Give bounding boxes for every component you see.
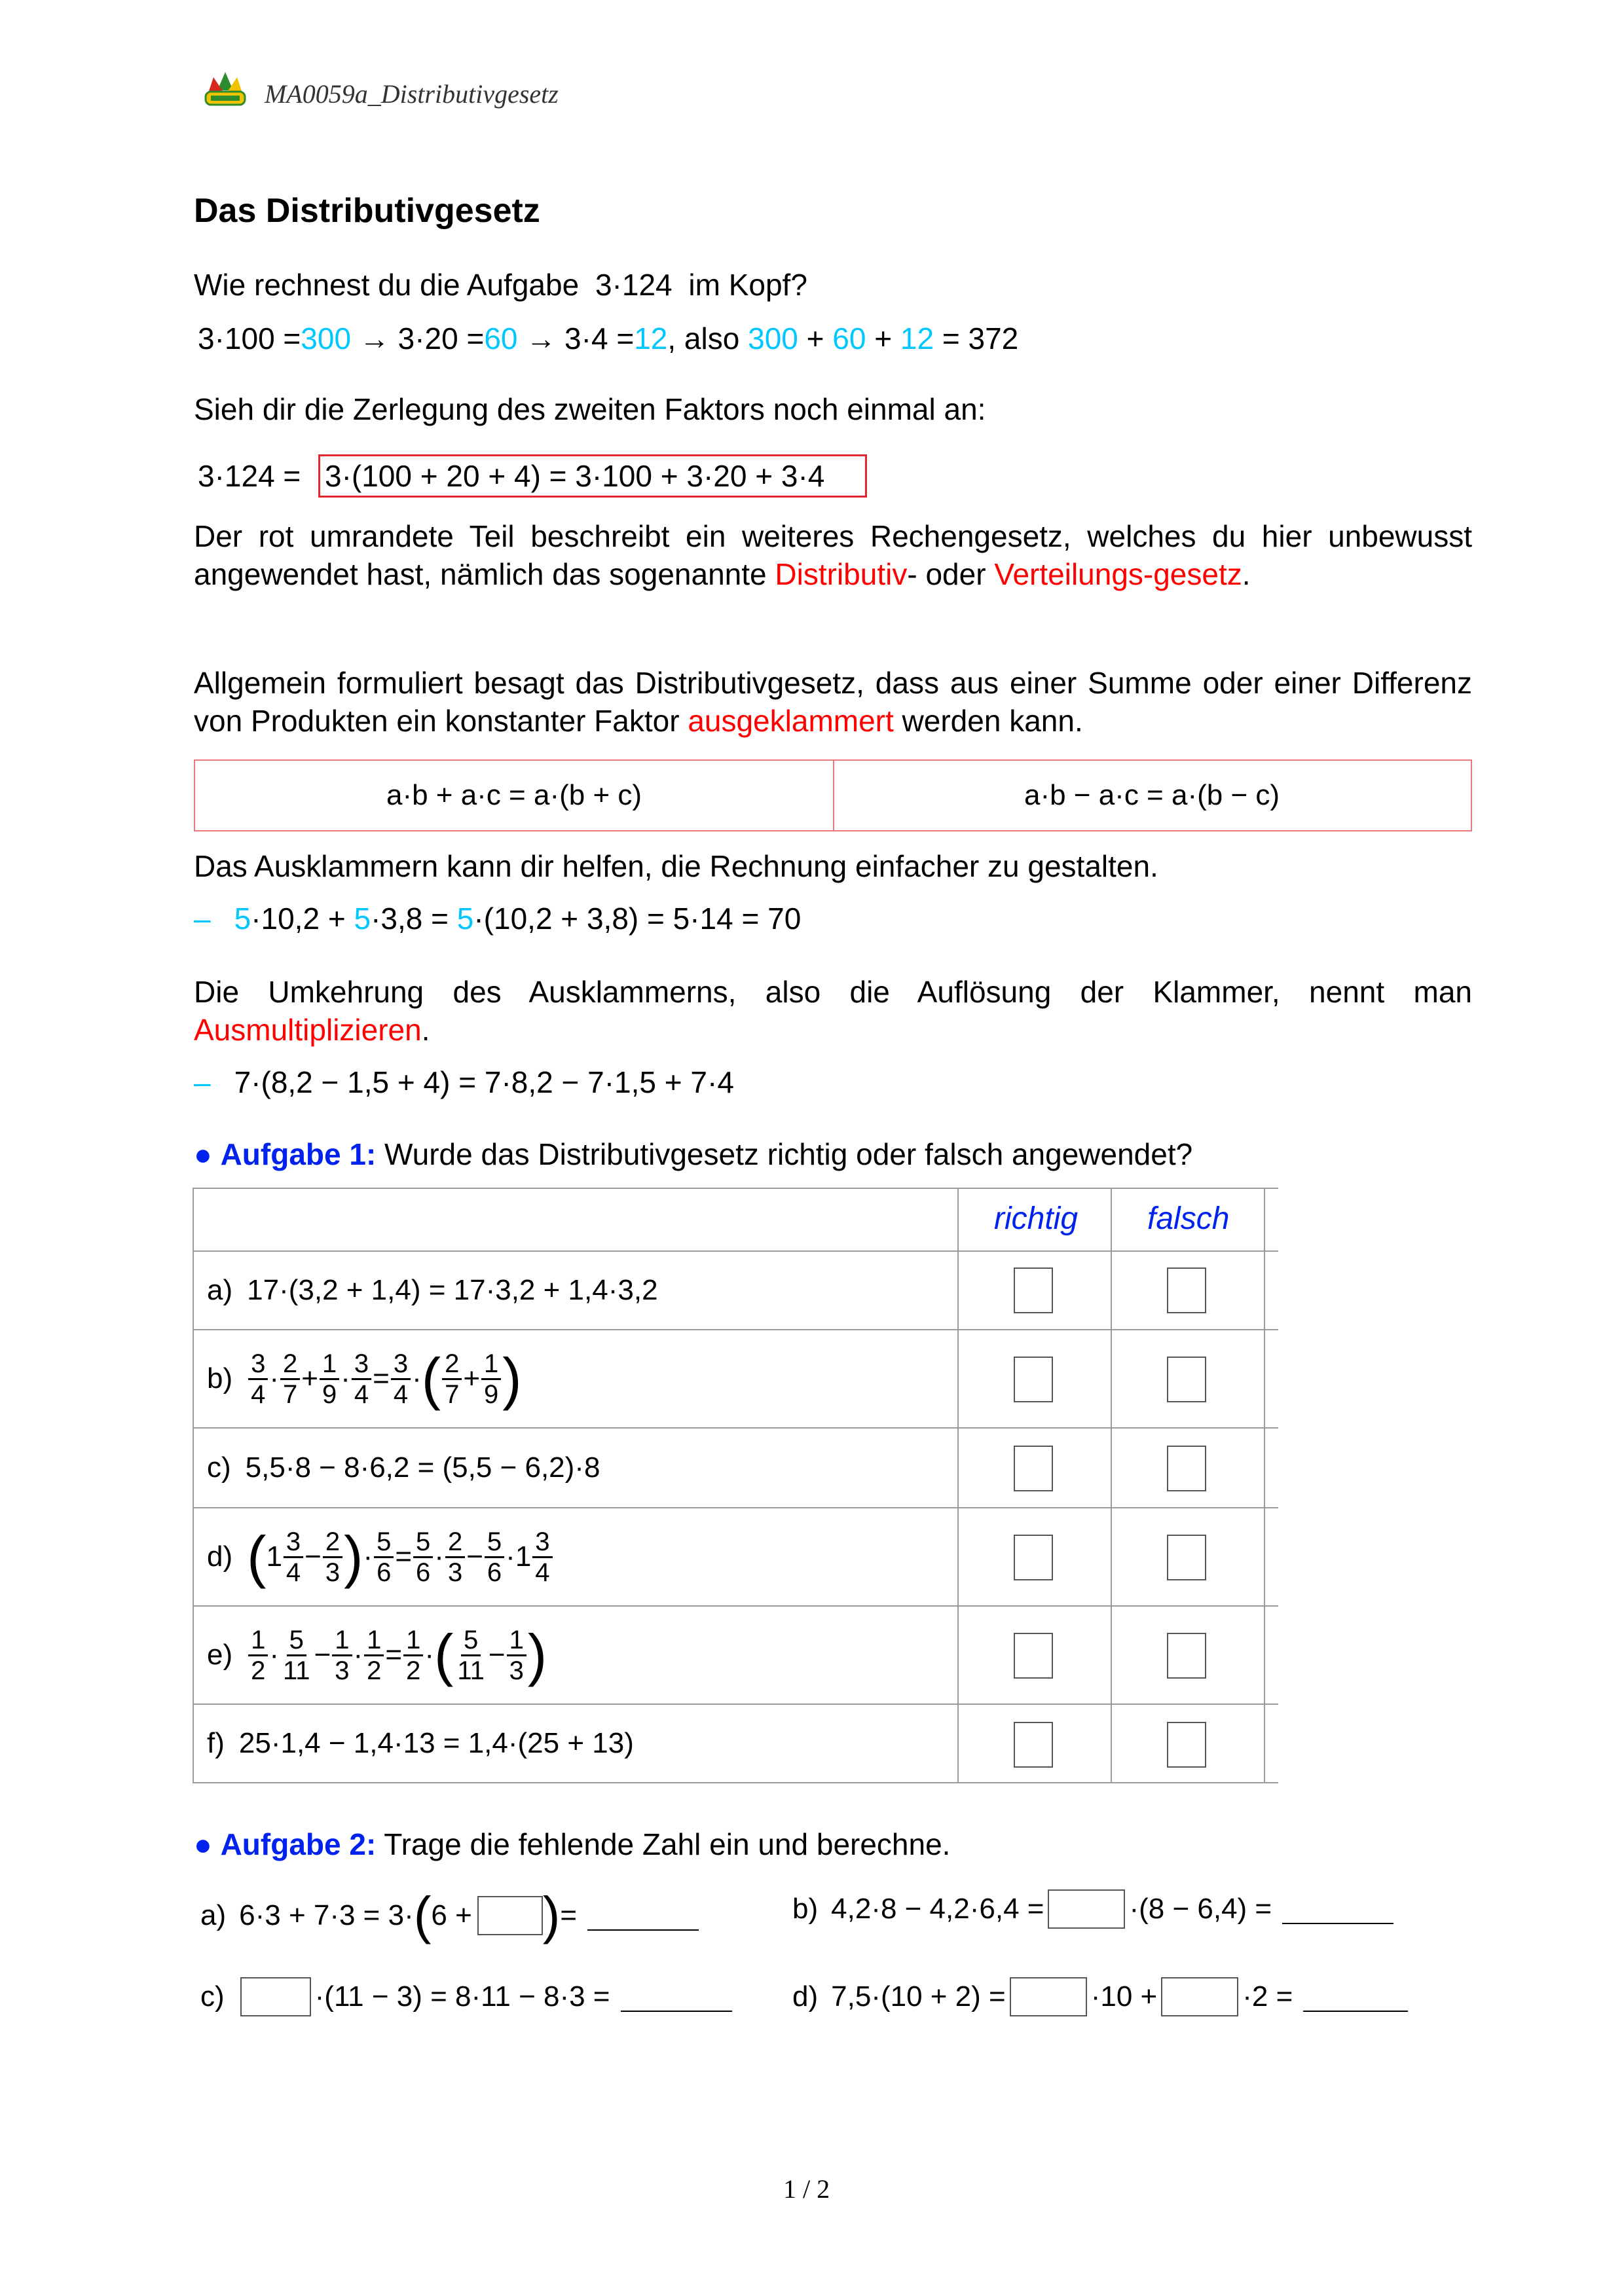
para2-text2: werden kann. xyxy=(893,704,1083,738)
column-richtig: richtig xyxy=(994,1201,1079,1236)
row-e-minus-2: − xyxy=(488,1639,506,1671)
row-b-f5-num: 3 xyxy=(391,1351,411,1380)
formula-table xyxy=(194,759,1472,831)
row-b-richtig-checkbox[interactable] xyxy=(1014,1357,1053,1402)
row-d-f6-num: 5 xyxy=(485,1529,504,1558)
grid-v0 xyxy=(193,1188,194,1783)
task2-text: Trage die fehlende Zahl ein und berechne. xyxy=(384,1827,951,1861)
step-0: 3·100 = xyxy=(198,321,301,355)
task2-b-label: b) xyxy=(792,1893,819,1925)
row-e-f6-num: 5 xyxy=(461,1627,481,1656)
task2-a-lparen: ( xyxy=(413,1886,432,1944)
grid-v3 xyxy=(1264,1188,1265,1783)
row-d-eq: = xyxy=(395,1540,413,1573)
row-d-frac-4 xyxy=(413,1529,433,1586)
row-c-expr: 5,5·8 − 8·6,2 = (5,5 − 6,2)·8 xyxy=(245,1451,600,1484)
step-8: + xyxy=(798,321,833,355)
ausklammern-example xyxy=(194,901,801,936)
decomp-boxed: 3·(100 + 20 + 4) = 3·100 + 3·20 + 3·4 xyxy=(325,459,825,493)
task2-d-label: d) xyxy=(792,1980,819,2013)
task2-a xyxy=(200,1886,699,1944)
row-d-f1-den: 4 xyxy=(286,1558,301,1587)
row-f-expr: 25·1,4 − 1,4·13 = 1,4·(25 + 13) xyxy=(238,1727,634,1759)
row-d-f5-num: 2 xyxy=(445,1529,465,1558)
header-title: MA0059a_Distributivgesetz xyxy=(265,79,559,109)
row-d-f7-den: 4 xyxy=(535,1558,550,1587)
para1-text2: - oder xyxy=(907,557,995,591)
step-7: 300 xyxy=(748,321,798,355)
task2-c-result-line[interactable] xyxy=(621,1982,732,2012)
page-number: 1 / 2 xyxy=(783,2174,830,2204)
row-e-f1-den: 2 xyxy=(251,1656,266,1685)
example-part-6: ·(10,2 + 3,8) = 5·14 = 70 xyxy=(473,902,802,936)
row-e xyxy=(207,1607,547,1704)
page-title: Das Distributivgesetz xyxy=(194,192,540,230)
row-e-frac-5 xyxy=(403,1627,423,1684)
row-e-f2-num: 5 xyxy=(287,1627,306,1656)
row-b-f2-num: 2 xyxy=(280,1351,300,1380)
task1-heading xyxy=(194,1137,1192,1172)
column-falsch: falsch xyxy=(1147,1201,1230,1236)
row-e-lparen: ( xyxy=(434,1622,454,1687)
row-d-dot-3: · xyxy=(506,1540,515,1573)
row-a-richtig-checkbox[interactable] xyxy=(1014,1267,1053,1313)
step-2: → 3·20 = xyxy=(351,321,485,355)
paragraph-allgemein xyxy=(194,664,1472,740)
task2-d-mid: ·10 + xyxy=(1090,1980,1158,2013)
step-9: 60 xyxy=(832,321,866,355)
row-b-f1-den: 4 xyxy=(251,1379,266,1409)
row-b-f4-num: 3 xyxy=(352,1351,371,1380)
row-d-whole-1: 1 xyxy=(266,1540,282,1573)
row-b-label: b) xyxy=(207,1362,233,1394)
task2-b-result-line[interactable] xyxy=(1282,1894,1393,1924)
step-4: → 3·4 = xyxy=(517,321,635,355)
row-b-f7-num: 1 xyxy=(481,1351,501,1380)
task2-c xyxy=(200,1977,732,2016)
task1-bullet-icon: ● xyxy=(194,1137,212,1171)
task2-a-missing-input[interactable] xyxy=(477,1896,543,1935)
row-d-frac-5 xyxy=(445,1529,465,1586)
row-d-f2-num: 2 xyxy=(323,1529,342,1558)
task2-b xyxy=(792,1889,1393,1929)
row-b-eq: = xyxy=(373,1362,390,1394)
row-f-falsch-checkbox[interactable] xyxy=(1167,1722,1206,1768)
task2-d-result-line[interactable] xyxy=(1303,1982,1408,2012)
grid-v1 xyxy=(957,1188,959,1783)
row-d-frac-3 xyxy=(374,1529,394,1586)
row-c-falsch-checkbox[interactable] xyxy=(1167,1446,1206,1491)
step-3: 60 xyxy=(484,321,518,355)
row-d-dot-2: · xyxy=(434,1540,444,1573)
task2-heading xyxy=(194,1827,950,1862)
row-a xyxy=(207,1252,658,1329)
row-e-dot-1: · xyxy=(269,1639,280,1671)
row-b-f6-den: 7 xyxy=(445,1379,460,1409)
row-b-lparen: ( xyxy=(421,1346,441,1411)
row-b-f7-den: 9 xyxy=(484,1379,499,1409)
paragraph-rechengesetz xyxy=(194,517,1472,593)
row-c-label: c) xyxy=(207,1451,231,1484)
example-part-2: ·10,2 + xyxy=(251,902,354,936)
row-b-f5-den: 4 xyxy=(393,1379,409,1409)
task2-a-pre: 6·3 + 7·3 = 3· xyxy=(239,1899,414,1931)
row-e-f3-den: 3 xyxy=(335,1656,350,1685)
row-d-f2-den: 3 xyxy=(325,1558,341,1587)
row-d-lparen: ( xyxy=(247,1524,267,1589)
row-d-whole-2: 1 xyxy=(515,1540,532,1573)
row-b-plus-1: + xyxy=(301,1362,318,1394)
task1-label: Aufgabe 1: xyxy=(220,1137,377,1171)
example-part-4: ·3,8 = xyxy=(371,902,457,936)
step-6: , also xyxy=(667,321,748,355)
row-f-richtig-checkbox[interactable] xyxy=(1014,1722,1053,1768)
row-b-dot-2: · xyxy=(341,1362,350,1394)
row-d-label: d) xyxy=(207,1540,233,1573)
row-d xyxy=(207,1508,554,1605)
row-e-richtig-checkbox[interactable] xyxy=(1014,1633,1053,1679)
para3-text1: Die Umkehrung des Ausklammerns, also die Auflösung der Klammer, nennt man xyxy=(194,975,1472,1009)
para1-text1: Der rot umrandete Teil beschreibt ein weiteres Rechengesetz, welches du hier unbewusst angewendet hast, nämlich das sogenannte xyxy=(194,519,1472,591)
row-c xyxy=(207,1429,600,1507)
task2-a-label: a) xyxy=(200,1899,227,1931)
row-d-minus-1: − xyxy=(304,1540,322,1573)
row-e-frac-3 xyxy=(332,1627,352,1684)
task2-b-pre: 4,2·8 − 4,2·6,4 = xyxy=(831,1893,1044,1925)
example-factor-2: 5 xyxy=(354,902,371,936)
row-d-f3-num: 5 xyxy=(374,1529,394,1558)
row-b-f4-den: 4 xyxy=(354,1379,369,1409)
row-b-frac-7 xyxy=(481,1351,501,1408)
task1-text: Wurde das Distributivgesetz richtig oder falsch angewendet? xyxy=(384,1137,1193,1171)
row-b-frac-1 xyxy=(248,1351,268,1408)
decomp-sentence: Sieh dir die Zerlegung des zweiten Faktors noch einmal an: xyxy=(194,392,986,426)
intro-question xyxy=(194,267,807,302)
row-d-f4-num: 5 xyxy=(413,1529,433,1558)
task2-c-missing-input[interactable] xyxy=(240,1977,311,2016)
row-e-f2-den: 11 xyxy=(283,1656,310,1685)
row-e-frac-2 xyxy=(280,1627,313,1684)
row-d-minus-2: − xyxy=(466,1540,483,1573)
row-e-f5-num: 1 xyxy=(403,1627,423,1656)
row-d-f1-num: 3 xyxy=(284,1529,303,1558)
row-b-frac-4 xyxy=(352,1351,371,1408)
formula-difference: a·b − a·c = a·(b − c) xyxy=(1024,779,1280,811)
step-10: + xyxy=(866,321,900,355)
row-b-f3-num: 1 xyxy=(320,1351,339,1380)
row-b xyxy=(207,1330,522,1427)
grid-h0 xyxy=(193,1188,1278,1189)
row-e-f7-num: 1 xyxy=(507,1627,526,1656)
example-factor-1: 5 xyxy=(234,902,251,936)
row-e-rparen: ) xyxy=(527,1622,547,1687)
row-b-dot-1: · xyxy=(269,1362,280,1394)
task2-d-post: ·2 = xyxy=(1242,1980,1293,2013)
row-e-eq: = xyxy=(385,1639,403,1671)
task2-a-inner: 6 + xyxy=(431,1899,472,1931)
task2-a-result-line[interactable] xyxy=(587,1901,699,1931)
formula-sum: a·b + a·c = a·(b + c) xyxy=(386,779,642,811)
question-post: im Kopf? xyxy=(688,268,807,302)
row-b-frac-3 xyxy=(320,1351,339,1408)
step-12: = 372 xyxy=(934,321,1019,355)
row-b-f6-num: 2 xyxy=(442,1351,462,1380)
task2-d-missing-input-2[interactable] xyxy=(1161,1977,1238,2016)
row-b-falsch-checkbox[interactable] xyxy=(1167,1357,1206,1402)
row-e-minus-1: − xyxy=(314,1639,331,1671)
task2-a-eq: = xyxy=(560,1899,578,1931)
row-e-f3-num: 1 xyxy=(332,1627,352,1656)
row-b-dot-3: · xyxy=(412,1362,422,1394)
para3-text2: . xyxy=(421,1013,430,1047)
para1-distributiv: Distributiv xyxy=(775,557,908,591)
row-d-f4-den: 6 xyxy=(416,1558,431,1587)
row-b-f2-den: 7 xyxy=(283,1379,298,1409)
row-b-rparen: ) xyxy=(502,1346,522,1411)
row-a-falsch-checkbox[interactable] xyxy=(1167,1267,1206,1313)
row-d-rparen: ) xyxy=(344,1524,363,1589)
row-e-frac-6 xyxy=(454,1627,487,1684)
grid-v2 xyxy=(1111,1188,1112,1783)
ausmult-expr: 7·(8,2 − 1,5 + 4) = 7·8,2 − 7·1,5 + 7·4 xyxy=(234,1065,734,1099)
step-1: 300 xyxy=(301,321,352,355)
row-e-f4-num: 1 xyxy=(364,1627,384,1656)
para2-ausgeklammert: ausgeklammert xyxy=(688,704,894,738)
row-e-f1-num: 1 xyxy=(248,1627,268,1656)
row-b-frac-2 xyxy=(280,1351,300,1408)
row-d-f7-num: 3 xyxy=(532,1529,552,1558)
row-d-frac-6 xyxy=(485,1529,504,1586)
ausmult-example xyxy=(194,1065,734,1100)
row-e-dot-2: · xyxy=(353,1639,363,1671)
grid-h7 xyxy=(193,1782,1278,1783)
task2-bullet-icon: ● xyxy=(194,1827,212,1861)
ausklammern-sentence: Das Ausklammern kann dir helfen, die Rechnung einfacher zu gestalten. xyxy=(194,849,1158,883)
row-f xyxy=(207,1705,634,1782)
row-d-dot-1: · xyxy=(363,1540,373,1573)
task2-c-label: c) xyxy=(200,1980,225,2013)
task2-b-missing-input[interactable] xyxy=(1048,1889,1125,1929)
row-e-frac-1 xyxy=(248,1627,268,1684)
row-e-f6-den: 11 xyxy=(457,1656,485,1685)
para1-verteilungsgesetz: Verteilungs-gesetz xyxy=(994,557,1242,591)
row-e-frac-7 xyxy=(507,1627,526,1684)
row-b-plus-2: + xyxy=(463,1362,481,1394)
task2-d-pre: 7,5·(10 + 2) = xyxy=(831,1980,1006,2013)
mental-steps xyxy=(198,321,1018,356)
row-e-dot-3: · xyxy=(424,1639,435,1671)
row-a-label: a) xyxy=(207,1274,233,1306)
row-e-f4-den: 2 xyxy=(367,1656,382,1685)
row-b-f1-num: 3 xyxy=(248,1351,268,1380)
row-b-frac-6 xyxy=(442,1351,462,1408)
para2-text1: Allgemein formuliert besagt das Distributivgesetz, dass aus einer Summe oder einer Differenz von Produkten ein konstanter Faktor xyxy=(194,666,1472,738)
row-a-expr: 17·(3,2 + 1,4) = 17·3,2 + 1,4·3,2 xyxy=(247,1274,658,1306)
task2-b-post: ·(8 − 6,4) = xyxy=(1129,1893,1272,1925)
row-d-f5-den: 3 xyxy=(447,1558,463,1587)
row-d-frac-2 xyxy=(323,1529,342,1586)
question-expr: 3·124 xyxy=(595,268,673,302)
question-pre: Wie rechnest du die Aufgabe xyxy=(194,268,580,302)
example-factor-3: 5 xyxy=(456,902,474,936)
row-c-richtig-checkbox[interactable] xyxy=(1014,1446,1053,1491)
step-11: 12 xyxy=(900,321,934,355)
task2-a-rparen: ) xyxy=(542,1886,561,1944)
task2-d xyxy=(792,1977,1408,2016)
task2-label: Aufgabe 2: xyxy=(220,1827,377,1861)
task2-c-post: ·(11 − 3) = 8·11 − 8·3 = xyxy=(314,1980,610,2013)
row-e-label: e) xyxy=(207,1639,233,1671)
row-b-frac-5 xyxy=(391,1351,411,1408)
paragraph-umkehrung xyxy=(194,973,1472,1049)
row-d-f3-den: 6 xyxy=(377,1558,392,1587)
row-d-frac-1 xyxy=(284,1529,303,1586)
row-d-falsch-checkbox[interactable] xyxy=(1167,1535,1206,1580)
ausmult-dash: – xyxy=(194,1065,211,1099)
row-d-richtig-checkbox[interactable] xyxy=(1014,1535,1053,1580)
row-f-label: f) xyxy=(207,1727,225,1759)
decomp-lhs: 3·124 = xyxy=(198,459,301,493)
task2-d-missing-input-1[interactable] xyxy=(1010,1977,1087,2016)
row-b-f3-den: 9 xyxy=(322,1379,337,1409)
example-dash: – xyxy=(194,902,211,936)
row-e-frac-4 xyxy=(364,1627,384,1684)
lernwelt-logo-icon xyxy=(204,71,246,107)
para1-text3: . xyxy=(1242,557,1251,591)
row-e-falsch-checkbox[interactable] xyxy=(1167,1633,1206,1679)
para3-ausmultiplizieren: Ausmultiplizieren xyxy=(194,1013,422,1047)
row-e-f7-den: 3 xyxy=(509,1656,524,1685)
row-d-frac-7 xyxy=(532,1529,552,1586)
row-d-f6-den: 6 xyxy=(487,1558,502,1587)
row-e-f5-den: 2 xyxy=(406,1656,421,1685)
step-5: 12 xyxy=(634,321,668,355)
